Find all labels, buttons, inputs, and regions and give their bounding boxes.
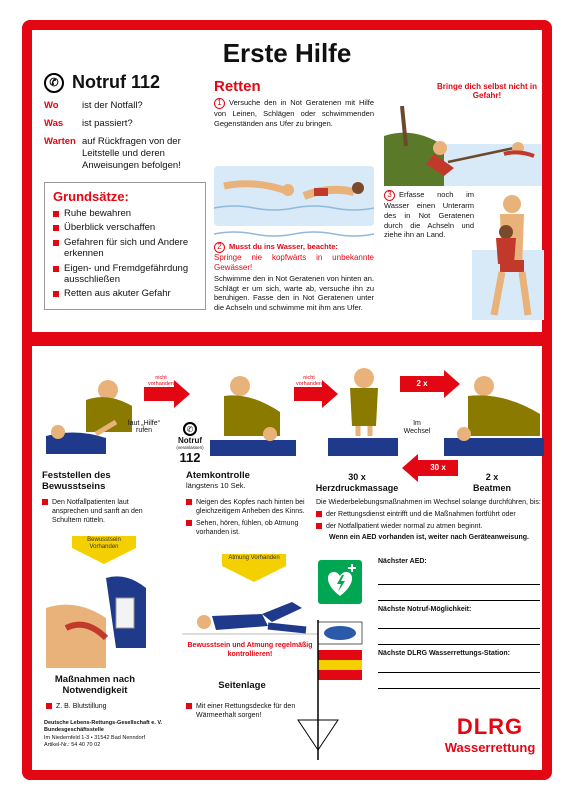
notruf-line-2 [378,644,540,645]
notruf-row-was: Was ist passiert? [44,117,133,129]
list-item: Gefahren für sich und Andere erkennen [53,237,197,260]
notruf-title: Notruf 112 [72,72,161,92]
page-title: Erste Hilfe [222,38,352,68]
aed-label: Nächster AED: [378,558,427,565]
list-item: Eigen- und Fremdgefährdung ausschließen [53,263,197,286]
section-divider [32,332,542,346]
rescue-pole-illustration [384,106,542,186]
notruf-row-wo: Wo ist der Notfall? [44,100,143,111]
bullet-icon [186,499,192,505]
bullet-icon [186,520,192,526]
arrow-not-present-1: nicht vorhanden [144,380,190,408]
bullet-icon [46,703,52,709]
bleeding-control-illustration [46,568,146,668]
notruf-rows [44,100,206,177]
dlrg-brand [438,714,542,755]
shout-help-text: laut „Hilfe“ rufen [128,420,160,434]
list-item: der Rettungsdienst eintrifft und die Maßnahmen fortführt oder [316,510,542,519]
bullet-icon [53,225,59,231]
station-line-2 [378,688,540,689]
dlrg-flag-pole [294,620,364,760]
massnahmen-bullets [46,702,156,714]
list-item: Mit einer Rettungsdecke für den Wärmeerhalt sorgen! [186,702,304,720]
spacer-water-line [214,228,374,240]
arrow-atmung-vorhanden: Atmung Vorhanden [222,554,286,582]
chest-compression-illustration [328,364,398,456]
bullet-icon [53,240,59,246]
aed-heart-icon [318,560,362,604]
step-title-beatmen: 2 x Beatmen [472,472,511,493]
step-title-massnahmen: Maßnahmen nach Notwendigkeit [54,674,136,697]
notruf-line-1 [378,628,540,629]
rescue-breathing-illustration [444,364,544,456]
notruf-row-warten: Warten auf Rückfragen von der Leitstelle und deren Anweisungen befolgen! [44,135,181,171]
bullet-icon [53,266,59,272]
step-title-herz: 30 x Herzdruckmassage [315,472,399,493]
list-item: der Notfallpatient wieder normal zu atmen beginnt. [316,522,542,531]
list-item: Retten aus akuter Gefahr [53,288,197,299]
list-item: Sehen, hören, fühlen, ob Atmung vorhanden ist. [186,519,308,537]
phone-icon: ✆ [183,422,197,436]
step-number: 2 [214,242,225,253]
wiederbelebung-block: Die Wiederbelebungsmaßnahmen im Wechsel solange durchführen, bis: der Rettungsdienst eintrifft und die Maßnahmen fortführt oder der Notfallpatient wieder normal zu atmen beginnt. Wenn ein AED vorhanden ist, weiter nach Geräteanweisung. [316,499,541,542]
list-item: Z. B. Blutstillung [46,702,156,711]
poster-frame [22,20,552,780]
aed-line-1 [378,584,540,585]
bullet-icon [53,291,59,297]
kontrolle-warning: Bewusstsein und Atmung regelmäßig kontrollieren! [187,642,313,658]
bullet-icon [53,211,59,217]
bewusstsein-bullets [42,498,162,528]
bullet-icon [316,523,322,529]
arrow-not-present-2: nicht vorhanden [294,380,338,408]
retten-title: Retten [214,78,261,95]
station-line-1 [378,672,540,673]
grundsaetze-box [44,182,206,310]
consciousness-check-illustration [46,362,142,454]
retten-step-2: 2 Musst du ins Wasser, beachte: Springe nie kopfwärts in unbekannte Gewässer! Schwimme den in Not Geratenen von hinten an. Schlägt er um sich, warte ab, versuche ihn zu beruhigen. Fasse den in Not Geratenen unter die Achseln und schwimme mit ihm ans Ufer. [214,242,374,313]
atem-bullets [186,498,308,540]
bullet-icon [186,703,192,709]
notruf-block: ✆ Notruf (veranlassen) 112 [170,422,210,465]
list-item: Überblick verschaffen [53,222,197,233]
grundsaetze-title: Grundsätze: [53,189,129,204]
breathing-check-illustration [210,364,296,456]
step-title-atem: Atemkontrolle längstens 10 Sek. [186,470,250,490]
warning-text: Bringe dich selbst nicht in Gefahr! [436,82,537,100]
dlrg-tagline: Wasserrettung [444,740,536,755]
station-label: Nächste DLRG Wasserrettungs-Station: [378,650,510,657]
notruf-heading [44,72,160,93]
phone-icon: ✆ [44,73,64,93]
alternate-text: Im Wechsel [403,420,431,436]
carry-ashore-illustration [472,190,544,320]
dlrg-logo: DLRG [456,714,524,739]
step-number: 1 [214,98,225,109]
bullet-icon [42,499,48,505]
swimming-rescue-illustration [214,146,374,226]
list-item: Ruhe bewahren [53,208,197,219]
list-item: Neigen des Kopfes nach hinten bei gleichzeitigem Anheben des Kinns. [186,498,308,516]
notruf-moeglichkeit-label: Nächste Notruf-Möglichkeit: [378,606,472,613]
step-title-seitenlage: Seitenlage [218,680,266,691]
bullet-icon [316,511,322,517]
aed-sign [318,560,362,604]
arrow-bewusstsein-vorhanden: Bewusstsein Vorhanden [72,536,136,564]
step-title-bewusstsein: Feststellen des Bewusstseins [42,470,111,493]
footer-address: Deutsche Lebens-Rettungs-Gesellschaft e. V. Bundesgeschäftsstelle Im Niedernfeld 1-3 • 31542 Bad Nenndorf Artikel-Nr.: 54 40 70 02 [44,720,163,749]
list-item: Den Notfallpatienten laut ansprechen und sanft an den Schultern rütteln. [42,498,162,525]
arrow-2x: 2 x [400,370,460,398]
retten-step-1: 1 Versuche den in Not Geratenen mit Hilfe von Leinen, Schlägen oder schwimmenden Gegenständen ans Ufer zu bringen. [214,98,374,128]
arrow-30x: 30 x [402,454,458,482]
retten-step-3: 3 Erfasse noch im Wasser einen Unterarm des in Not Geratenen durch die Achseln und ziehe ihn an Land. [384,190,474,240]
step-number: 3 [384,190,395,201]
aed-line-2 [378,600,540,601]
